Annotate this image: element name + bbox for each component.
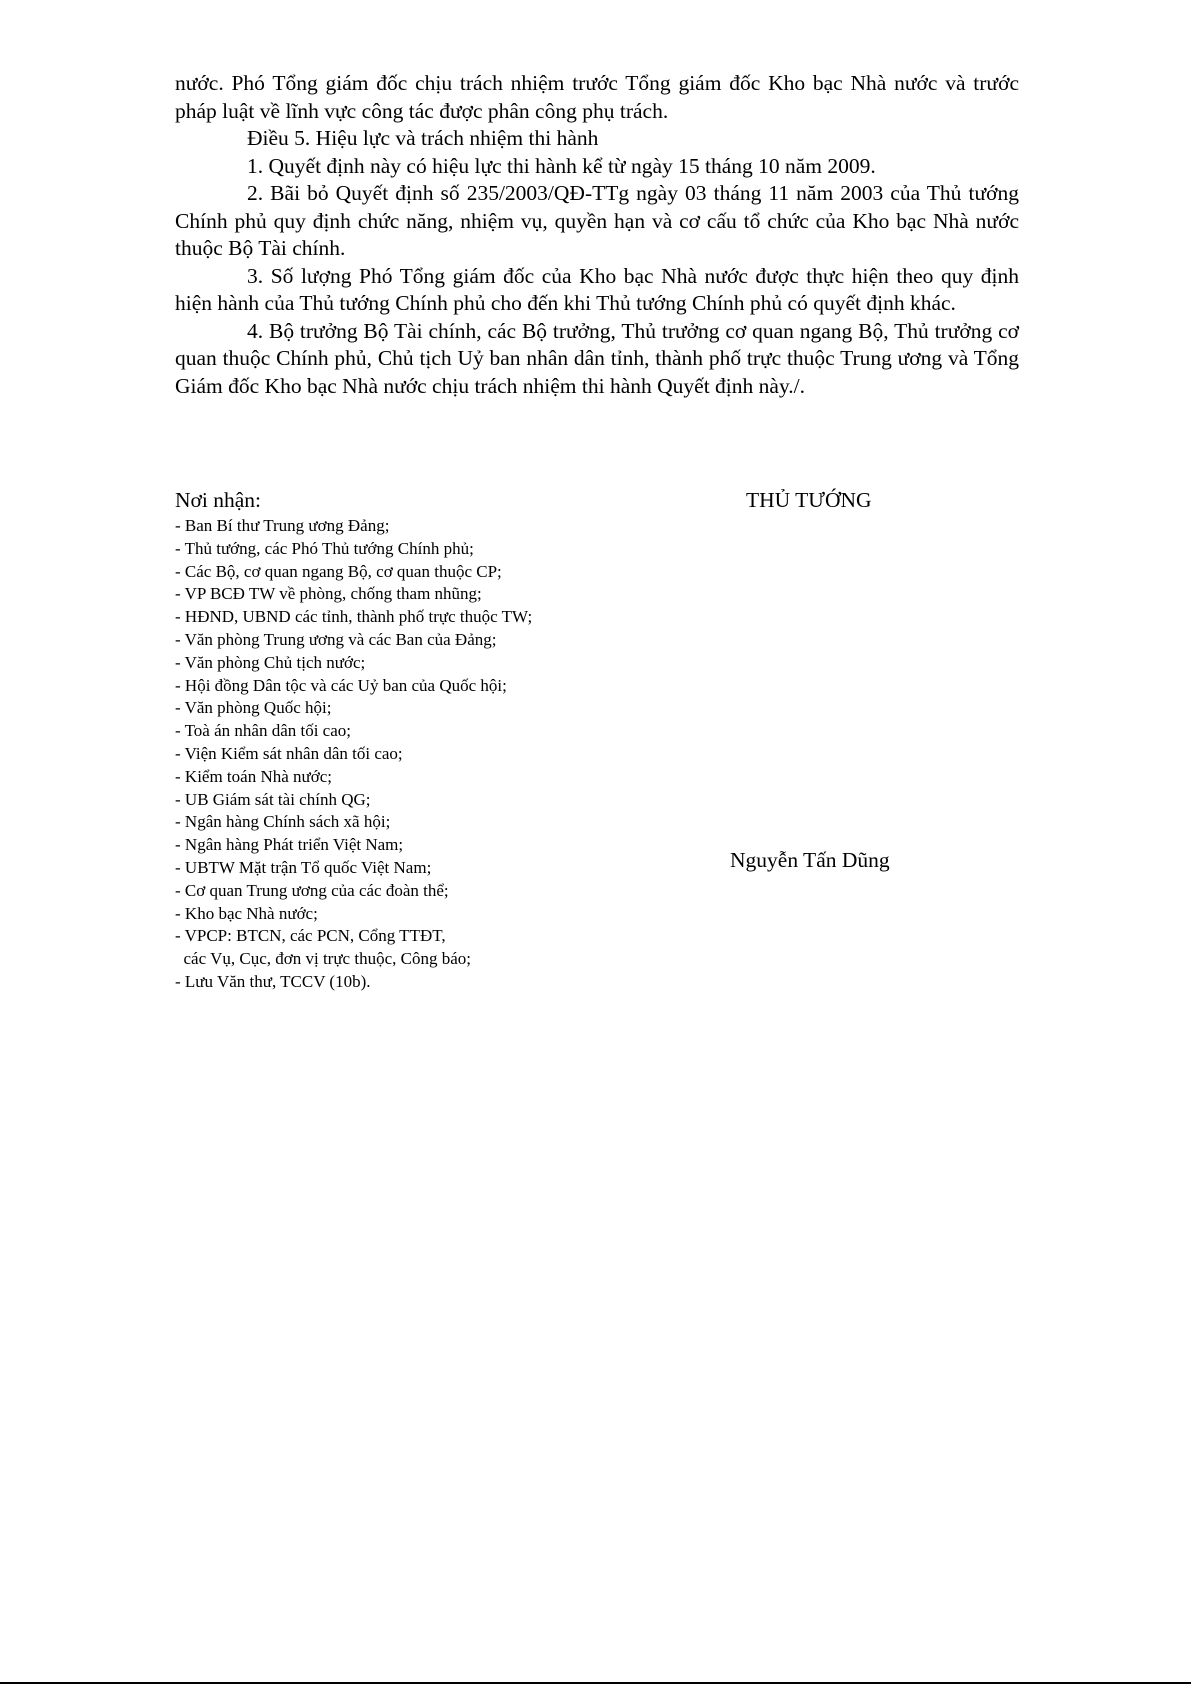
recipients-list	[175, 515, 675, 994]
paragraph-continuation: nước. Phó Tổng giám đốc chịu trách nhiệm trước Tổng giám đốc Kho bạc Nhà nước và trước pháp luật về lĩnh vực công tác được phân công phụ trách.	[175, 71, 1019, 123]
decision-body	[175, 70, 1019, 400]
recipient-item: - Thủ tướng, các Phó Thủ tướng Chính phủ;	[175, 538, 474, 558]
recipient-item: - VPCP: BTCN, các PCN, Cổng TTĐT,	[175, 926, 446, 946]
recipient-item: - Toà án nhân dân tối cao;	[175, 721, 351, 741]
article-5-heading: Điều 5. Hiệu lực và trách nhiệm thi hành	[247, 126, 599, 150]
recipient-item: - Cơ quan Trung ương của các đoàn thể;	[175, 880, 449, 900]
recipient-item: - Lưu Văn thư, TCCV (10b).	[175, 971, 371, 991]
clause-4-responsibility: 4. Bộ trưởng Bộ Tài chính, các Bộ trưởng, Thủ trưởng cơ quan ngang Bộ, Thủ trưởng cơ quan thuộc Chính phủ, Chủ tịch Uỷ ban nhân dân tỉnh, thành phố trực thuộc Trung ương và Tổng Giám đốc Kho bạc Nhà nước chịu trách nhiệm thi hành Quyết định này./.	[175, 318, 1019, 398]
recipient-item: - Ngân hàng Phát triển Việt Nam;	[175, 835, 404, 855]
recipients-title: Nơi nhận:	[175, 488, 262, 512]
recipient-item: - UB Giám sát tài chính QG;	[175, 789, 371, 809]
clause-1-effective-date: 1. Quyết định này có hiệu lực thi hành kể từ ngày 15 tháng 10 năm 2009.	[247, 153, 876, 178]
recipient-item: - Các Bộ, cơ quan ngang Bộ, cơ quan thuộc CP;	[175, 561, 502, 581]
recipient-item: - Văn phòng Trung ương và các Ban của Đảng;	[175, 629, 497, 649]
recipient-item: - Viện Kiểm sát nhân dân tối cao;	[175, 743, 403, 763]
recipient-item: - Kiểm toán Nhà nước;	[175, 766, 332, 786]
recipient-item: các Vụ, Cục, đơn vị trực thuộc, Công báo;	[175, 949, 471, 969]
recipient-item: - HĐND, UBND các tỉnh, thành phố trực thuộc TW;	[175, 607, 533, 627]
recipients-block	[175, 487, 675, 994]
recipient-item: - VP BCĐ TW về phòng, chống tham nhũng;	[175, 584, 482, 604]
recipient-item: - Kho bạc Nhà nước;	[175, 903, 318, 923]
clause-2-repeal: 2. Bãi bỏ Quyết định số 235/2003/QĐ-TTg ngày 03 tháng 11 năm 2003 của Thủ tướng Chính phủ quy định chức năng, nhiệm vụ, quyền hạn và cơ cấu tổ chức của Kho bạc Nhà nước thuộc Bộ Tài chính.	[175, 181, 1019, 260]
recipient-item: - Văn phòng Chủ tịch nước;	[175, 652, 366, 672]
recipient-item: - UBTW Mặt trận Tổ quốc Việt Nam;	[175, 857, 432, 877]
page-bottom-rule	[0, 1682, 1191, 1684]
recipient-item: - Ngân hàng Chính sách xã hội;	[175, 812, 391, 832]
recipient-item: - Văn phòng Quốc hội;	[175, 698, 332, 718]
recipient-item: - Ban Bí thư Trung ương Đảng;	[175, 516, 390, 535]
recipient-item: - Hội đồng Dân tộc và các Uỷ ban của Quốc hội;	[175, 675, 507, 695]
clause-3-deputy-count: 3. Số lượng Phó Tổng giám đốc của Kho bạc Nhà nước được thực hiện theo quy định hiện hành của Thủ tướng Chính phủ cho đến khi Thủ tướng Chính phủ có quyết định khác.	[175, 263, 1019, 315]
signer-name: Nguyễn Tấn Dũng	[730, 848, 890, 872]
signer-title: THỦ TƯỚNG	[746, 488, 872, 512]
